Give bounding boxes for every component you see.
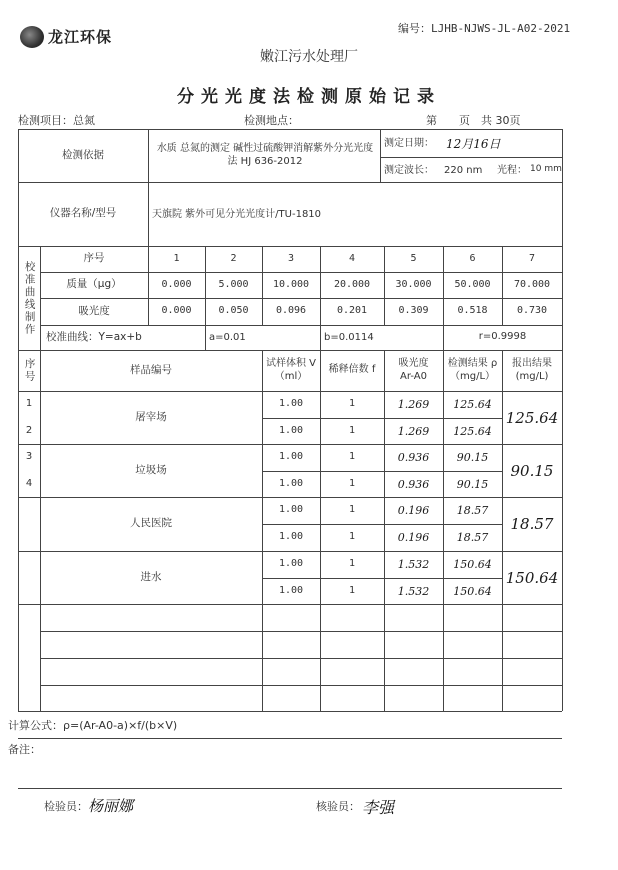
- sample-volume: 1.00: [278, 451, 304, 463]
- logo-icon: [20, 26, 44, 48]
- sample-absorbance: 0.196: [397, 504, 430, 517]
- sample-name: 人民医院: [130, 517, 172, 530]
- page-title: 分光光度法检测原始记录: [177, 87, 441, 107]
- calibration-r: r=0.9998: [478, 331, 527, 343]
- calibration-mass-4: 20.000: [333, 278, 371, 290]
- calibration-mass-3: 10.000: [272, 278, 310, 290]
- sample-absorbance: 1.269: [397, 398, 430, 411]
- rule: [18, 738, 562, 739]
- calibration-abs-4: 0.201: [336, 305, 368, 317]
- rule: [320, 325, 321, 350]
- basis-label: 检测依据: [62, 148, 104, 161]
- wavelength-value: 220 nm: [444, 164, 483, 176]
- report-header: 报出结果 (mg/L): [512, 358, 552, 382]
- rule: [562, 129, 563, 711]
- sample-seq: 3: [25, 451, 33, 463]
- sample-absorbance: 0.936: [397, 477, 430, 491]
- sample-dilution: 1: [348, 477, 356, 489]
- sample-volume: 1.00: [278, 504, 304, 516]
- calibration-seq-3: 3: [287, 252, 295, 264]
- rule: [40, 631, 562, 632]
- sample-volume: 1.00: [278, 531, 304, 543]
- calibration-seq-label: 序号: [83, 252, 105, 265]
- volume-header: 试样体积 V（ml）: [265, 358, 317, 382]
- sample-result: 125.64: [453, 398, 492, 411]
- calibration-seq-6: 6: [469, 252, 476, 264]
- calibration-seq-5: 5: [410, 252, 417, 264]
- sample-seq: [18, 497, 40, 524]
- calibration-abs-2: 0.050: [218, 305, 249, 317]
- calibration-seq-7: 7: [528, 252, 536, 264]
- sample-seq: 4: [25, 477, 33, 489]
- organization-name: 嫩江污水处理厂: [260, 49, 358, 65]
- rule: [205, 325, 206, 350]
- sample-volume: 1.00: [278, 424, 304, 436]
- sample-absorbance: 1.532: [397, 558, 430, 571]
- sample-dilution: 1: [348, 584, 356, 596]
- rule: [148, 129, 149, 246]
- sample-result: 18.57: [456, 504, 489, 517]
- sample-result: 90.15: [456, 477, 489, 491]
- calibration-curve-label: 校准曲线：Y=ax+b: [46, 330, 142, 343]
- calibration-seq-2: 2: [230, 252, 237, 264]
- sample-result: 150.64: [453, 584, 492, 598]
- path-label: 光程：: [497, 164, 527, 176]
- report-result: 18.57: [510, 515, 554, 533]
- sample-volume: 1.00: [278, 584, 304, 596]
- absorbance-header: 吸光度 Ar-A0: [398, 358, 429, 382]
- project-label: 检测项目：总氮: [18, 114, 95, 127]
- note-label: 备注：: [8, 742, 41, 756]
- rule: [380, 129, 381, 182]
- calibration-abs-1: 0.000: [161, 305, 192, 317]
- sample-result: 18.57: [456, 531, 489, 544]
- calibration-mass-7: 70.000: [513, 278, 551, 290]
- inspector-label: 检验员：: [44, 799, 88, 813]
- sample-dilution: 1: [348, 424, 356, 436]
- calibration-seq-1: 1: [173, 252, 180, 264]
- result-header: 检测结果 ρ（mg/L）: [447, 358, 498, 382]
- report-result: 90.15: [510, 461, 554, 480]
- sample-seq-header: 序号: [23, 358, 36, 383]
- document-number: 编号：LJHB-NJWS-JL-A02-2021: [398, 22, 571, 35]
- date-value: 12月16日: [446, 136, 501, 151]
- calibration-b: b=0.0114: [324, 332, 374, 343]
- calibration-abs-7: 0.730: [516, 305, 548, 317]
- calibration-abs-label: 吸光度: [78, 304, 110, 317]
- page-label: 第 页 共 30页: [426, 114, 521, 127]
- sample-seq: [18, 551, 40, 578]
- rule: [18, 711, 562, 712]
- sample-volume: 1.00: [278, 398, 304, 410]
- report-result: 125.64: [505, 408, 559, 427]
- basis-text: 水质 总氮的测定 碱性过硫酸钾消解紫外分光光度法 HJ 636-2012: [156, 143, 374, 167]
- reviewer-signature: 李强: [362, 798, 395, 817]
- sample-volume: 1.00: [278, 477, 304, 489]
- rule: [18, 788, 562, 789]
- sample-name-header: 样品编号: [130, 363, 172, 376]
- sample-absorbance: 1.532: [397, 584, 430, 598]
- rule: [40, 658, 562, 659]
- sample-dilution: 1: [348, 558, 356, 570]
- calibration-mass-5: 30.000: [395, 278, 432, 290]
- sample-seq: [18, 524, 40, 551]
- location-label: 检测地点：: [244, 114, 299, 127]
- rule: [40, 685, 562, 686]
- date-label: 测定日期：: [384, 137, 434, 149]
- sample-dilution: 1: [348, 451, 356, 463]
- calibration-a: a=0.01: [209, 332, 246, 343]
- instrument-value: 天旗院 紫外可见分光光度计/TU-1810: [152, 208, 322, 220]
- calibration-mass-2: 5.000: [218, 278, 249, 290]
- logo-text: 龙江环保: [48, 28, 113, 46]
- calibration-abs-3: 0.096: [275, 305, 307, 317]
- dilution-header: 稀释倍数 f: [328, 364, 376, 376]
- sample-result: 150.64: [453, 558, 492, 571]
- sample-volume: 1.00: [278, 558, 304, 570]
- sample-absorbance: 0.196: [397, 531, 430, 544]
- sample-name: 进水: [140, 570, 162, 583]
- sample-dilution: 1: [348, 398, 356, 410]
- sample-name: 屠宰场: [135, 410, 167, 423]
- instrument-label: 仪器名称/型号: [49, 207, 117, 220]
- calibration-abs-6: 0.518: [457, 305, 488, 317]
- calibration-mass-1: 0.000: [161, 278, 192, 290]
- calibration-abs-5: 0.309: [398, 305, 429, 317]
- sample-seq: 2: [25, 424, 33, 436]
- sample-dilution: 1: [348, 531, 356, 543]
- rule: [18, 604, 562, 605]
- wavelength-label: 测定波长：: [384, 164, 434, 176]
- sample-dilution: 1: [348, 504, 356, 516]
- inspector-signature: 杨丽娜: [88, 797, 134, 815]
- sample-name: 垃圾场: [135, 463, 167, 476]
- sample-seq: 1: [25, 398, 33, 410]
- sample-result: 90.15: [456, 451, 489, 464]
- calibration-seq-4: 4: [348, 252, 356, 264]
- formula: 计算公式：ρ=(Ar-A0-a)×f/(b×V): [8, 718, 178, 732]
- sample-absorbance: 1.269: [397, 424, 430, 438]
- calibration-mass-6: 50.000: [454, 278, 491, 290]
- sample-result: 125.64: [453, 424, 492, 438]
- reviewer-label: 核验员：: [316, 799, 360, 813]
- report-result: 150.64: [505, 568, 559, 587]
- sample-absorbance: 0.936: [397, 451, 430, 464]
- calibration-mass-label: 质量（μg）: [66, 278, 122, 291]
- calibration-side-label: 校准曲线制作: [23, 260, 36, 336]
- path-value: 10 mm: [530, 164, 562, 175]
- sample-seq: [18, 578, 40, 604]
